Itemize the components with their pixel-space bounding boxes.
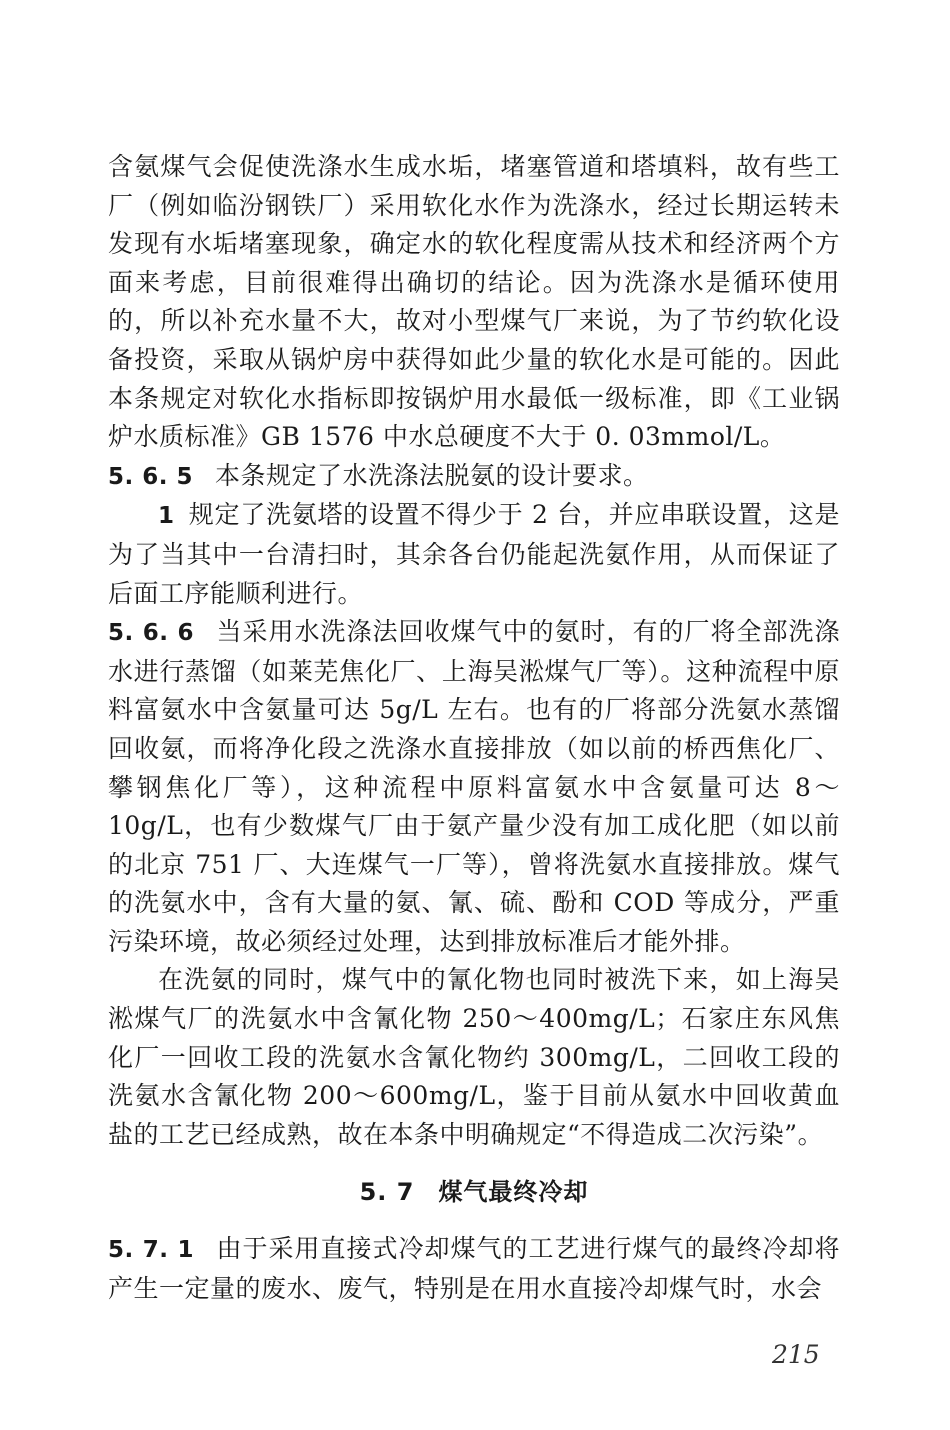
section-number: 5. 7 — [359, 1178, 415, 1207]
paragraph-water-softening: 含氨煤气会促使洗涤水生成水垢，堵塞管道和塔填料，故有些工厂（例如临汾钢铁厂）采用软化水作为洗涤水，经过长期运转未发现有水垢堵塞现象，确定水的软化程度需从技术和经济两个方面来考虑，目前很难得出确切的结论。因为洗涤水是循环使用的，所以补充水量不大，故对小型煤气厂来说，为了节约软化设备投资，采取从锅炉房中获得如此少量的软化水是可能的。因此本条规定对软化水指标即按锅炉用水最低一级标准，即《工业锅炉水质标准》GB 1576 中水总硬度不大于 0. 03mmol/L。 — [108, 152, 840, 452]
clause-5-7-1 — [108, 1230, 840, 1308]
clause-number: 5. 7. 1 — [108, 1237, 194, 1264]
clause-text: 当采用水洗涤法回收煤气中的氨时，有的厂将全部洗涤水进行蒸馏（如莱芜焦化厂、上海吴淞煤气厂等）。这种流程中原料富氨水中含氨量可达 5g/L 左右。也有的厂将部分洗氨水蒸馏回收氨，而将净化段之洗涤水直接排放（如以前的桥西焦化厂、攀钢焦化厂等），这种流程中原料富氨水中含氨量可达 8～10g/L，也有少数煤气厂由于氨产量少没有加工成化肥（如以前的北京 751 厂、大连煤气一厂等），曾将洗氨水直接排放。煤气的洗氨水中，含有大量的氨、氰、硫、酚和 COD 等成分，严重污染环境，故必须经过处理，达到排放标准后才能外排。 — [108, 617, 840, 956]
clause-5-6-6 — [108, 613, 840, 961]
clause-text: 本条规定了水洗涤法脱氨的设计要求。 — [215, 460, 649, 490]
clause-5-6-5-item-1 — [108, 496, 840, 613]
item-number: 1 — [158, 503, 175, 530]
paragraph-cyanide: 在洗氨的同时，煤气中的氰化物也同时被洗下来，如上海吴淞煤气厂的洗氨水中含氰化物 250～400mg/L；石家庄东风焦化厂一回收工段的洗氨水含氰化物约 300mg/L，二回收工段的洗氨水含氰化物 200～600mg/L，鉴于目前从氨水中回收黄血盐的工艺已经成熟，故在本条中明确规定“不得造成二次污染”。 — [108, 965, 840, 1149]
clause-number: 5. 6. 6 — [108, 620, 194, 647]
clause-number: 5. 6. 5 — [108, 463, 193, 490]
page-number: 215 — [772, 1340, 820, 1369]
clause-5-6-5 — [108, 457, 840, 497]
section-title: 煤气最终冷却 — [438, 1178, 589, 1207]
item-text: 规定了洗氨塔的设置不得少于 2 台，并应串联设置，这是为了当其中一台清扫时，其余各台仍能起洗氨作用，从而保证了后面工序能顺利进行。 — [108, 500, 840, 608]
section-heading — [108, 1173, 840, 1211]
body-text — [108, 148, 840, 1309]
clause-text: 由于采用直接式冷却煤气的工艺进行煤气的最终冷却将产生一定量的废水、废气，特别是在用水直接冷却煤气时，水会 — [108, 1234, 840, 1304]
